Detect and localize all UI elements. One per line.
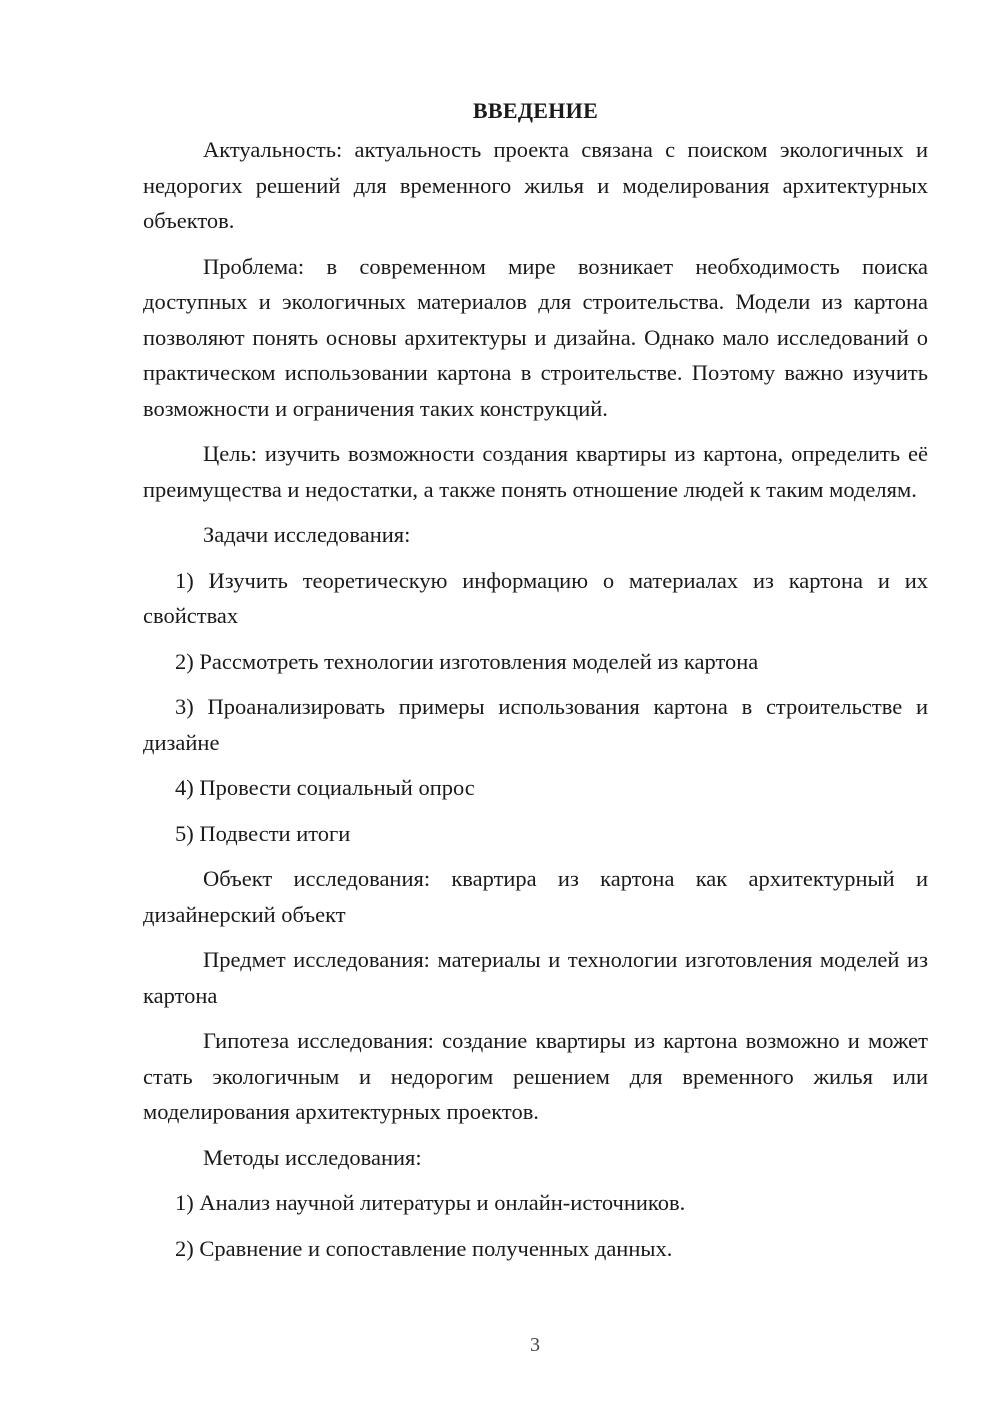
paragraph-relevance: Актуальность: актуальность проекта связана с поиском экологичных и недорогих решений для временного жилья и моделирования архитектурных объектов. bbox=[143, 137, 928, 233]
paragraph-goal: Цель: изучить возможности создания квартиры из картона, определить её преимущества и недостатки, а также понять отношение людей к таким моделям. bbox=[143, 441, 928, 502]
document-page bbox=[143, 96, 928, 1276]
method-item: 1) Анализ научной литературы и онлайн-источников. bbox=[175, 1190, 686, 1215]
methods-heading: Методы исследования: bbox=[203, 1144, 422, 1170]
method-item: 2) Сравнение и сопоставление полученных данных. bbox=[175, 1235, 673, 1261]
task-item: 1) Изучить теоретическую информацию о материалах из картона и их свойствах bbox=[143, 567, 928, 628]
paragraph-hypothesis: Гипотеза исследования: создание квартиры из картона возможно и может стать экологичным и недорогим решением для временного жилья или моделирования архитектурных проектов. bbox=[143, 1028, 928, 1124]
paragraph-problem: Проблема: в современном мире возникает необходимость поиска доступных и экологичных материалов для строительства. Модели из картона позволяют понять основы архитектуры и дизайна. Однако мало исследований о практическом использовании картона в строительстве. Поэтому важно изучить возможности и ограничения таких конструкций. bbox=[143, 253, 928, 421]
paragraph-object: Объект исследования: квартира из картона как архитектурный и дизайнерский объект bbox=[143, 866, 928, 927]
task-item: 4) Провести социальный опрос bbox=[175, 775, 475, 800]
paragraph-subject: Предмет исследования: материалы и технологии изготовления моделей из картона bbox=[143, 947, 928, 1008]
task-item: 3) Проанализировать примеры использования картона в строительстве и дизайне bbox=[143, 694, 928, 755]
task-item: 5) Подвести итоги bbox=[175, 820, 351, 846]
section-title: ВВЕДЕНИЕ bbox=[472, 98, 599, 123]
task-item: 2) Рассмотреть технологии изготовления моделей из картона bbox=[175, 648, 759, 674]
tasks-heading: Задачи исследования: bbox=[203, 522, 411, 547]
page-number: 3 bbox=[530, 1334, 540, 1356]
